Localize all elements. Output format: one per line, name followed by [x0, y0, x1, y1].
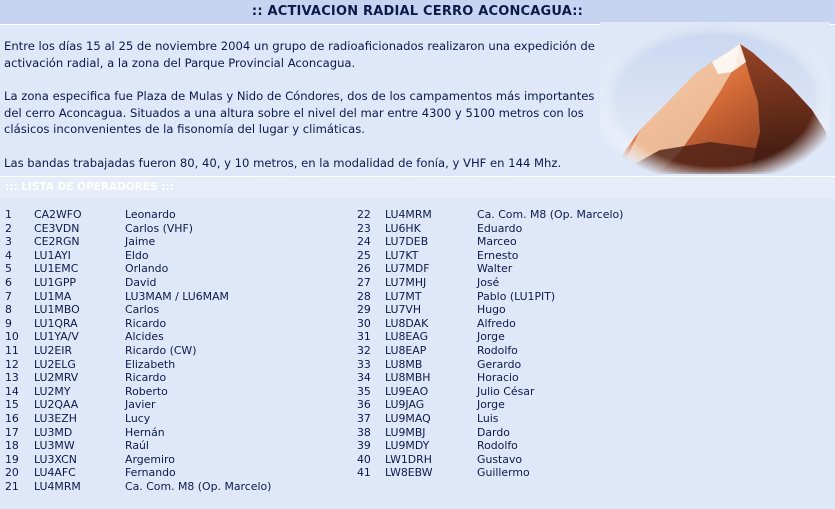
operator-callsign: LU7MDF: [385, 262, 430, 276]
operator-callsign: LU9EAO: [385, 384, 429, 398]
operator-callsign: LU8MBH: [385, 371, 431, 385]
operator-name: LU3MAM / LU6MAM: [125, 289, 229, 303]
operators-header-bar: [0, 176, 835, 199]
operator-number: 11: [5, 343, 19, 357]
operator-name: Hernán: [125, 425, 165, 439]
operator-number: 10: [5, 330, 19, 344]
operator-name: Orlando: [125, 262, 169, 276]
operator-callsign: LU9MBJ: [385, 425, 426, 439]
operator-name: Ca. Com. M8 (Op. Marcelo): [477, 208, 624, 221]
operator-number: 36: [357, 398, 371, 412]
operator-callsign: LU8MB: [385, 357, 423, 371]
operator-callsign: LU4MRM: [385, 208, 432, 221]
operator-callsign: LU7KT: [385, 248, 419, 262]
operator-callsign: LU2MY: [34, 384, 71, 398]
operator-name: Hugo: [477, 303, 506, 317]
operator-number: 4: [5, 248, 12, 262]
operator-callsign: LU7VH: [385, 303, 422, 317]
operator-number: 12: [5, 357, 19, 371]
operator-number: 23: [357, 221, 371, 235]
operator-number: 32: [357, 343, 371, 357]
operator-callsign: LU7DEB: [385, 235, 429, 249]
operator-name: David: [125, 275, 157, 289]
operator-name: Raúl: [125, 439, 149, 453]
operator-name: Roberto: [125, 384, 168, 398]
operator-name: Lucy: [125, 411, 151, 425]
operator-callsign: LU1GPP: [34, 275, 76, 289]
operator-name: Elizabeth: [125, 357, 176, 371]
operator-callsign: LU1MA: [34, 289, 72, 303]
operator-number: 29: [357, 303, 371, 317]
operator-name: Julio César: [477, 384, 535, 398]
operator-name: Alfredo: [477, 316, 516, 330]
operator-number: 28: [357, 289, 371, 303]
operator-callsign: LU4AFC: [34, 466, 76, 480]
operator-number: 22: [357, 208, 371, 221]
operator-callsign: CE2RGN: [34, 235, 80, 249]
intro-paragraph-2: La zona especifica fue Plaza de Mulas y Nido de Cóndores, dos de los campamentos más importantes del cerro Aconcagua. Situados a una altura sobre el nivel del mar entre 4300 y 5100 metros con los clásicos inconvenientes de la fisonomía del lugar y climáticas.: [4, 89, 595, 136]
operator-number: 35: [357, 384, 371, 398]
operator-number: 25: [357, 248, 371, 262]
operator-name: Carlos: [125, 303, 160, 317]
operator-callsign: LU2QAA: [34, 398, 79, 412]
operator-number: 9: [5, 316, 12, 330]
operator-number: 31: [357, 330, 371, 344]
operator-name: Ca. Com. M8 (Op. Marcelo): [125, 479, 272, 493]
operator-number: 6: [5, 275, 12, 289]
operator-name: Jorge: [477, 398, 505, 412]
operator-callsign: CA2WFO: [34, 208, 82, 221]
operator-number: 41: [357, 466, 371, 480]
operator-number: 2: [5, 221, 12, 235]
operator-number: 40: [357, 452, 371, 466]
operator-number: 34: [357, 371, 371, 385]
operator-number: 30: [357, 316, 371, 330]
operator-name: Ricardo: [125, 316, 167, 330]
operator-number: 18: [5, 439, 19, 453]
operator-callsign: LU1YA/V: [34, 330, 79, 344]
operator-name: Alcides: [125, 330, 164, 344]
operator-number: 15: [5, 398, 19, 412]
operator-number: 37: [357, 411, 371, 425]
operator-name: Ricardo: [125, 371, 167, 385]
operator-name: Carlos (VHF): [125, 221, 193, 235]
operator-number: 14: [5, 384, 19, 398]
operator-name: Eduardo: [477, 221, 523, 235]
operator-callsign: LU3EZH: [34, 411, 77, 425]
operator-number: 20: [5, 466, 19, 480]
operator-callsign: LU3MD: [34, 425, 73, 439]
operator-callsign: LU6HK: [385, 221, 421, 235]
operator-callsign: LU7MHJ: [385, 275, 427, 289]
operator-name: Guillermo: [477, 466, 530, 480]
operator-callsign: LU2ELG: [34, 357, 76, 371]
operator-name: Ricardo (CW): [125, 343, 197, 357]
operator-name: Rodolfo: [477, 343, 518, 357]
operator-number: 8: [5, 303, 12, 317]
operator-callsign: LU1QRA: [34, 316, 78, 330]
operator-number: 1: [5, 208, 12, 221]
operator-callsign: LU9MAQ: [385, 411, 431, 425]
operator-callsign: LU1MBO: [34, 303, 80, 317]
operator-callsign: LU8EAP: [385, 343, 427, 357]
operator-name: Walter: [477, 262, 513, 276]
operator-number: 5: [5, 262, 12, 276]
operator-name: José: [477, 275, 500, 289]
operator-number: 19: [5, 452, 19, 466]
operator-name: Luis: [477, 411, 499, 425]
operator-callsign: LU3XCN: [34, 452, 77, 466]
operator-name: Ernesto: [477, 248, 519, 262]
operator-number: 26: [357, 262, 371, 276]
operator-name: Rodolfo: [477, 439, 518, 453]
operator-number: 13: [5, 371, 19, 385]
operator-name: Gustavo: [477, 452, 523, 466]
operator-callsign: LU1AYI: [34, 248, 71, 262]
operator-callsign: LU9JAG: [385, 398, 425, 412]
intro-text: [4, 38, 604, 188]
operator-callsign: LU2MRV: [34, 371, 79, 385]
operator-number: 24: [357, 235, 371, 249]
operator-name: Leonardo: [125, 208, 176, 221]
operator-callsign: LU8EAG: [385, 330, 429, 344]
operator-number: 33: [357, 357, 371, 371]
operator-callsign: LU2EIR: [34, 343, 73, 357]
operator-number: 3: [5, 235, 12, 249]
operator-callsign: LU1EMC: [34, 262, 79, 276]
operator-name: Jorge: [477, 330, 505, 344]
operator-name: Pablo (LU1PIT): [477, 289, 556, 303]
operator-callsign: LU3MW: [34, 439, 75, 453]
operator-number: 21: [5, 479, 19, 493]
operator-callsign: CE3VDN: [34, 221, 80, 235]
operator-name: Dardo: [477, 425, 510, 439]
operator-number: 39: [357, 439, 371, 453]
operator-number: 17: [5, 425, 19, 439]
aconcagua-mountain-photo: [600, 22, 830, 174]
intro-paragraph-3: Las bandas trabajadas fueron 80, 40, y 10 metros, en la modalidad de fonía, y VHF en 144 Mhz.: [4, 155, 562, 170]
operator-callsign: LU8DAK: [385, 316, 429, 330]
operator-name: Argemiro: [125, 452, 175, 466]
operator-name: Horacio: [477, 371, 519, 385]
operator-name: Eldo: [125, 248, 149, 262]
operator-name: Jaime: [125, 235, 156, 249]
operator-number: 27: [357, 275, 371, 289]
operator-name: Gerardo: [477, 357, 522, 371]
operator-number: 38: [357, 425, 371, 439]
intro-paragraph-1: Entre los días 15 al 25 de noviembre 2004 un grupo de radioaficionados realizaron una expedición de activación radial, a la zona del Parque Provincial Aconcagua.: [4, 39, 595, 70]
operator-number: 7: [5, 289, 12, 303]
operators-header-title: ::: LISTA DE OPERADORES :::: [5, 181, 174, 193]
operator-name: Marceo: [477, 235, 517, 249]
operator-callsign: LU7MT: [385, 289, 422, 303]
page-title: :: ACTIVACION RADIAL CERRO ACONCAGUA::: [0, 0, 835, 25]
operator-number: 16: [5, 411, 19, 425]
operator-callsign: LW1DRH: [385, 452, 432, 466]
operator-name: Javier: [125, 398, 156, 412]
operator-callsign: LW8EBW: [385, 466, 433, 480]
operator-name: Fernando: [125, 466, 176, 480]
operator-callsign: LU4MRM: [34, 479, 81, 493]
operator-callsign: LU9MDY: [385, 439, 430, 453]
